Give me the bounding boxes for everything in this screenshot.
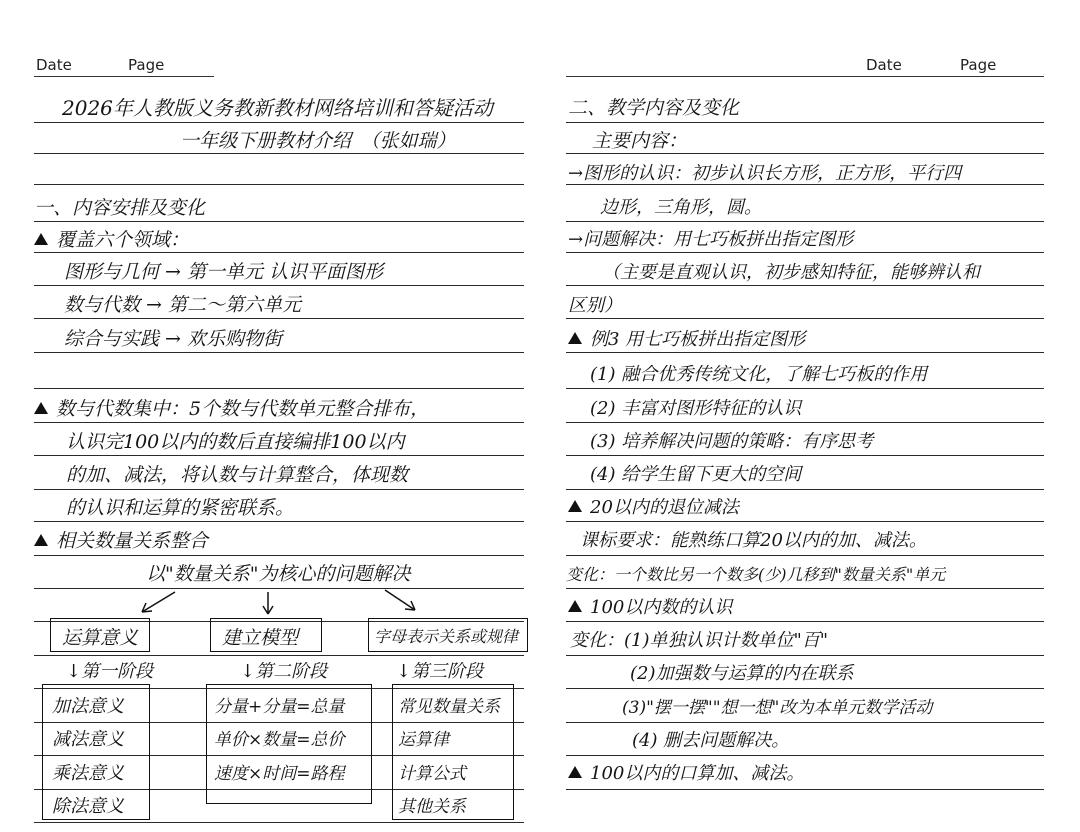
content-line: →问题解决：用七巧板拼出指定图形 [568, 229, 854, 250]
coverage-item: 综合与实践 → 欢乐购物街 [64, 328, 282, 350]
letters-item: 运算律 [398, 730, 449, 750]
model-item: 速度×时间=路程 [214, 764, 345, 784]
number-algebra-line: 的加、减法，将认数与计算整合，体现数 [66, 464, 409, 486]
quantity-heading-text: 相关数量关系整合 [56, 530, 209, 552]
ruled-line [566, 352, 1044, 353]
model-title: 建立模型 [222, 627, 299, 649]
hundred-item: (2)加强数与运算的内在联系 [630, 663, 854, 684]
content-line: 边形，三角形，圆。 [600, 197, 762, 218]
last-heading [568, 763, 804, 785]
letters-item: 常见数量关系 [398, 697, 500, 717]
ruled-line [566, 588, 1044, 589]
last-heading-text: 100以内的口算加、减法。 [590, 763, 805, 784]
ruled-line [566, 755, 1044, 756]
subtract-heading-text: 20以内的退位减法 [590, 497, 739, 518]
ruled-line [566, 455, 1044, 456]
page-title-line1: 2026年人教版义务教新教材网络培训和答疑活动 [62, 96, 493, 120]
page-label: Page [128, 56, 165, 74]
subtract-change: 变化：一个数比另一个数多(少)几移到"数量关系"单元 [566, 565, 946, 584]
page-title-line2: 一年级下册教材介绍 （张如瑞） [180, 130, 456, 152]
coverage-heading-text: 覆盖六个领域： [56, 229, 190, 251]
ruled-line [566, 221, 1044, 222]
ruled-line [566, 252, 1044, 253]
letters-item: 其他关系 [398, 797, 466, 817]
main-content-label: 主要内容： [592, 130, 688, 152]
ruled-line [566, 521, 1044, 522]
operation-item: 除法意义 [52, 796, 124, 817]
hundred-item: (3)"摆一摆""想一想"改为本单元数学活动 [622, 698, 933, 718]
stage-label: ↓第三阶段 [396, 661, 484, 682]
ruled-line [566, 285, 1044, 286]
ruled-line [566, 555, 1044, 556]
section-heading-2: 二、教学内容及变化 [568, 97, 740, 119]
quantity-subheading: 以"数量关系"为核心的问题解决 [146, 563, 411, 585]
example3-item: (1) 融合优秀传统文化，了解七巧板的作用 [590, 364, 928, 385]
date-label: Date [36, 56, 72, 74]
ruled-line [566, 722, 1044, 723]
example3-item: (4) 给学生留下更大的空间 [590, 464, 802, 485]
example3-item: (2) 丰富对图形特征的认识 [590, 398, 802, 419]
subtract-requirement: 课标要求：能熟练口算20以内的加、减法。 [580, 530, 927, 551]
letters-title: 字母表示关系或规律 [374, 627, 519, 646]
letters-item: 计算公式 [398, 764, 466, 784]
example3-item: (3) 培养解决问题的策略：有序思考 [590, 431, 874, 452]
coverage-item: 图形与几何 → 第一单元 认识平面图形 [64, 261, 384, 283]
ruled-line [566, 153, 1044, 154]
content-line: （主要是直观认识，初步感知特征，能够辨认和 [602, 262, 980, 283]
ruled-line [566, 688, 1044, 689]
model-item: 单价×数量=总价 [214, 730, 345, 750]
page-label: Page [960, 56, 997, 74]
operation-item: 减法意义 [52, 729, 124, 750]
ruled-line [566, 655, 1044, 656]
ruled-line [566, 318, 1044, 319]
triangle-bullet-icon [568, 766, 582, 778]
number-algebra-text: 数与代数集中：5个数与代数单元整合排布， [56, 398, 430, 420]
triangle-bullet-icon [568, 600, 582, 612]
coverage-item: 数与代数 → 第二～第六单元 [64, 294, 301, 316]
date-label: Date [866, 56, 902, 74]
hundred-item: 变化：(1)单独认识计数单位"百" [570, 630, 829, 651]
number-algebra-line: 的认识和运算的紧密联系。 [66, 497, 295, 519]
model-item: 分量+分量=总量 [214, 697, 345, 717]
arrow-left-icon [142, 592, 175, 612]
number-algebra-line: 认识完100以内的数后直接编排100以内 [66, 431, 405, 453]
stage-label: ↓第一阶段 [66, 661, 154, 682]
ruled-line [566, 422, 1044, 423]
subtract-heading [568, 497, 739, 519]
ruled-line [566, 122, 1044, 123]
ruled-line [566, 388, 1044, 389]
header-rule [566, 76, 1044, 77]
stage-label: ↓第二阶段 [240, 661, 328, 682]
operation-item: 乘法意义 [52, 763, 124, 784]
hundred-heading [568, 597, 732, 619]
hundred-item: (4) 删去问题解决。 [632, 730, 790, 751]
operation-meaning-title: 运算意义 [62, 627, 139, 649]
right-notebook-page [540, 0, 1080, 832]
ruled-line [566, 789, 1044, 790]
arrow-down-icon [263, 592, 273, 614]
section-heading-1: 一、内容安排及变化 [34, 197, 206, 219]
content-line: 区别） [568, 295, 622, 316]
operation-item: 加法意义 [52, 696, 124, 717]
arrow-right-icon [385, 590, 415, 610]
ruled-line [566, 621, 1044, 622]
triangle-bullet-icon [568, 500, 582, 512]
ruled-line [566, 489, 1044, 490]
content-line: →图形的认识：初步认识长方形，正方形，平行四 [568, 163, 962, 184]
example3-heading-text: 例3 用七巧板拼出指定图形 [590, 329, 806, 350]
hundred-heading-text: 100以内数的认识 [590, 597, 733, 618]
triangle-bullet-icon [568, 332, 582, 344]
example3-heading [568, 329, 805, 351]
